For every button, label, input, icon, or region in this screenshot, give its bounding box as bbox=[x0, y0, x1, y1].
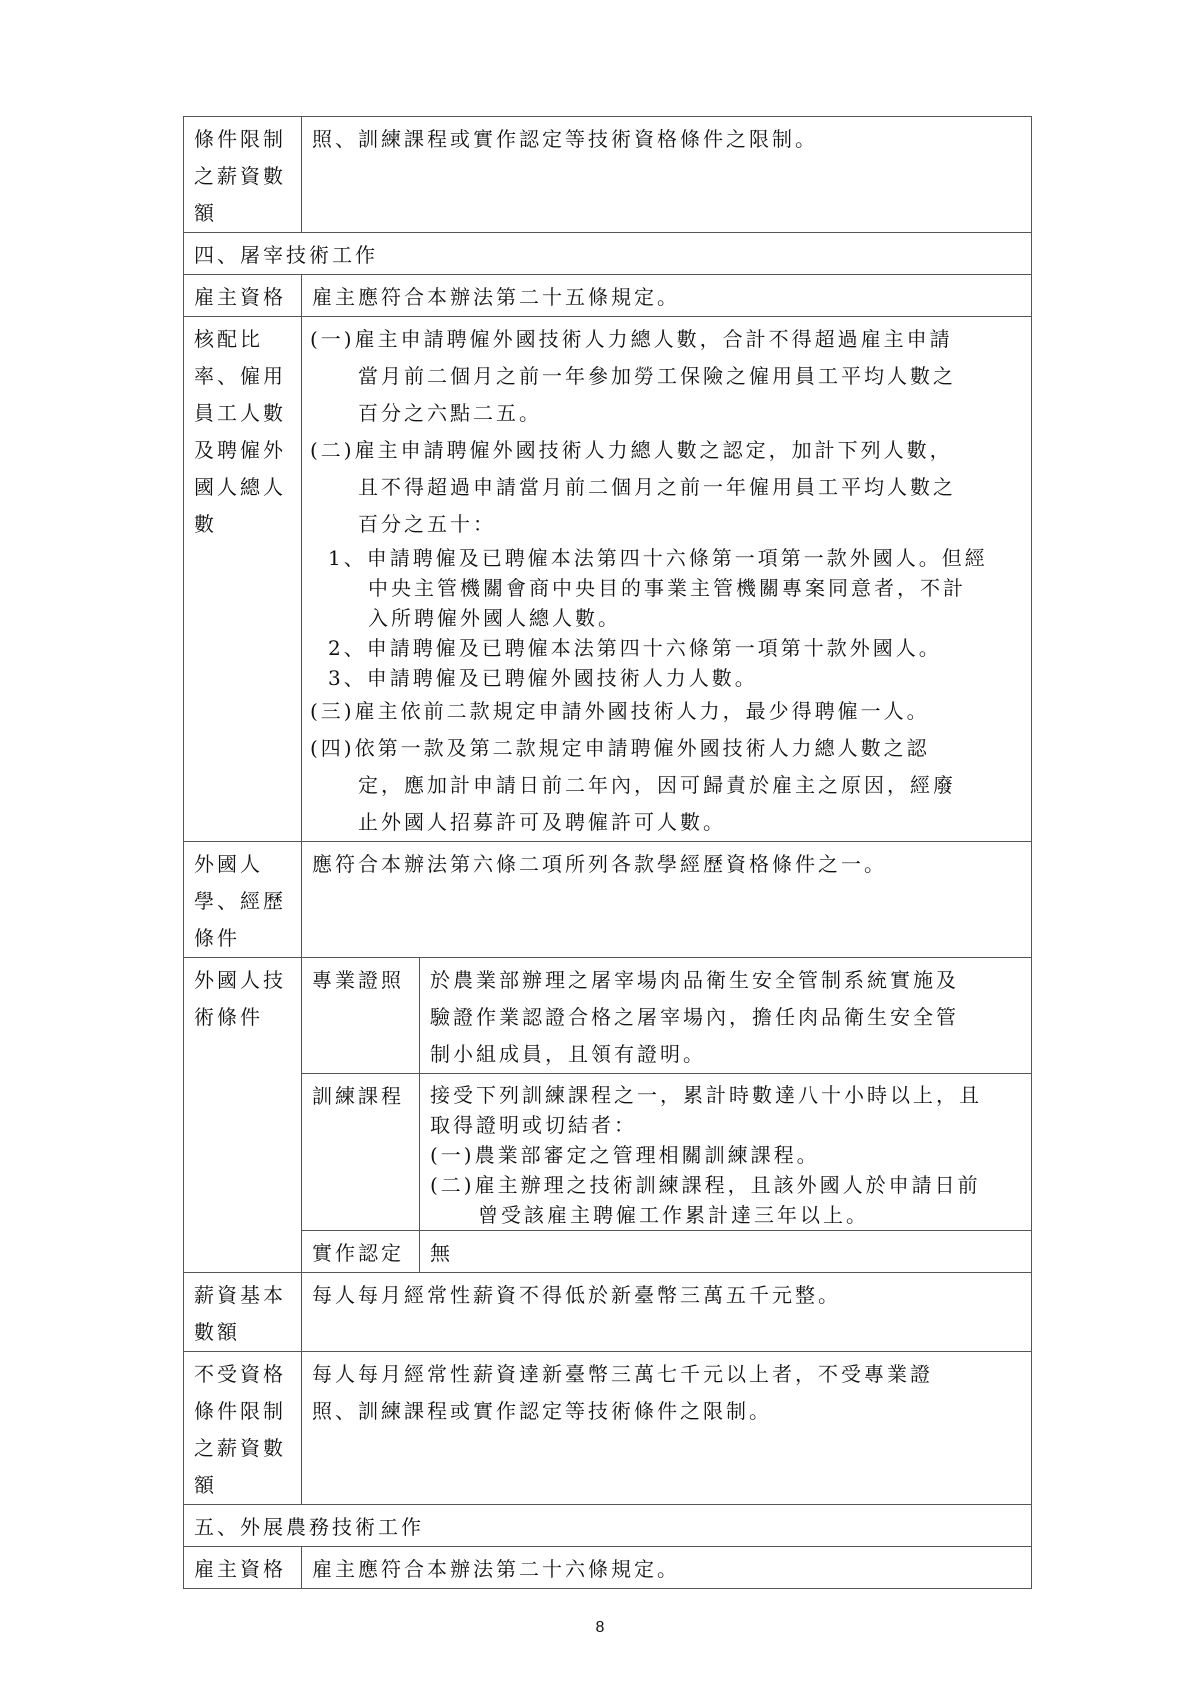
content-line: 當月前二個月之前一年參加勞工保險之僱用員工平均人數之 bbox=[358, 364, 956, 388]
sub-label-training: 訓練課程 bbox=[302, 1074, 420, 1231]
content-line: 照、訓練課程或實作認定等技術條件之限制。 bbox=[312, 1399, 772, 1423]
label-line: 條件限制 bbox=[194, 127, 286, 151]
row-content: 雇主應符合本辦法第二十五條規定。 bbox=[302, 275, 1032, 317]
table-row bbox=[184, 275, 1032, 317]
content-line: (二)雇主申請聘僱外國技術人力總人數之認定，加計下列人數， bbox=[310, 438, 953, 462]
label-line: 條件限制 bbox=[194, 1399, 286, 1423]
sub-label-practice: 實作認定 bbox=[302, 1231, 420, 1273]
label-line: 數額 bbox=[194, 1320, 240, 1344]
content-line: (四)依第一款及第二款規定申請聘僱外國技術人力總人數之認 bbox=[310, 736, 930, 760]
row-content: 應符合本辦法第六條二項所列各款學經歷資格條件之一。 bbox=[302, 842, 1032, 958]
content-line: 3、申請聘僱及已聘僱外國技術人力人數。 bbox=[328, 666, 758, 690]
label-line: 外國人 bbox=[194, 852, 263, 876]
content-line: 2、申請聘僱及已聘僱本法第四十六條第一項第十款外國人。 bbox=[328, 636, 942, 660]
table-row bbox=[184, 958, 1032, 1074]
content-line: 於農業部辦理之屠宰場肉品衛生安全管制系統實施及 bbox=[430, 968, 959, 992]
row-content: 雇主應符合本辦法第二十六條規定。 bbox=[302, 1547, 1032, 1589]
page-number: 8 bbox=[595, 1619, 605, 1636]
content-line: 照、訓練課程或實作認定等技術資格條件之限制。 bbox=[312, 127, 818, 151]
content-line: (二)雇主辦理之技術訓練課程，且該外國人於申請日前 bbox=[430, 1173, 981, 1197]
content-line: 取得證明或切結者： bbox=[430, 1113, 637, 1137]
label-line: 之薪資數 bbox=[194, 164, 286, 188]
content-line: 中央主管機關會商中央目的事業主管機關專案同意者，不計 bbox=[368, 576, 966, 600]
label-line: 額 bbox=[194, 1473, 217, 1497]
row-content bbox=[302, 317, 1032, 842]
content-line: (一)雇主申請聘僱外國技術人力總人數，合計不得超過雇主申請 bbox=[310, 327, 953, 351]
label-line: 學、經歷 bbox=[194, 889, 286, 913]
table-row bbox=[184, 1231, 1032, 1273]
sub-content-training bbox=[420, 1074, 1032, 1231]
table-row bbox=[184, 1273, 1032, 1352]
numbered-items bbox=[310, 543, 1021, 693]
label-line: 及聘僱外 bbox=[194, 438, 286, 462]
row-label: 雇主資格 bbox=[184, 275, 302, 317]
table-row bbox=[184, 1074, 1032, 1231]
section-title: 五、外展農務技術工作 bbox=[184, 1505, 1032, 1547]
content-line: 接受下列訓練課程之一，累計時數達八十小時以上，且 bbox=[430, 1083, 982, 1107]
content-line: 定，應加計申請日前二年內，因可歸責於雇主之原因，經廢 bbox=[358, 773, 956, 797]
row-content bbox=[302, 117, 1032, 233]
label-line: 術條件 bbox=[194, 1005, 263, 1029]
label-line: 國人總人 bbox=[194, 475, 286, 499]
row-label bbox=[184, 1352, 302, 1505]
row-label bbox=[184, 958, 302, 1273]
content-line: 止外國人招募許可及聘僱許可人數。 bbox=[358, 810, 726, 834]
section-header-row bbox=[184, 1505, 1032, 1547]
content-line: 百分之五十： bbox=[358, 512, 496, 536]
label-line: 數 bbox=[194, 512, 217, 536]
label-line: 之薪資數 bbox=[194, 1436, 286, 1460]
row-content: 每人每月經常性薪資不得低於新臺幣三萬五千元整。 bbox=[302, 1273, 1032, 1352]
row-label: 雇主資格 bbox=[184, 1547, 302, 1589]
table-row bbox=[184, 842, 1032, 958]
table-row bbox=[184, 1547, 1032, 1589]
table-row bbox=[184, 1352, 1032, 1505]
label-line: 薪資基本 bbox=[194, 1283, 286, 1307]
sub-content-practice: 無 bbox=[420, 1231, 1032, 1273]
content-line: 1、申請聘僱及已聘僱本法第四十六條第一項第一款外國人。但經 bbox=[328, 546, 988, 570]
row-content bbox=[302, 1352, 1032, 1505]
section-header-row bbox=[184, 233, 1032, 275]
label-line: 率、僱用 bbox=[194, 364, 286, 388]
label-line: 員工人數 bbox=[194, 401, 286, 425]
label-line: 不受資格 bbox=[194, 1362, 286, 1386]
row-label bbox=[184, 842, 302, 958]
row-label bbox=[184, 117, 302, 233]
row-label bbox=[184, 1273, 302, 1352]
content-line: 曾受該雇主聘僱工作累計達三年以上。 bbox=[478, 1203, 869, 1227]
content-line: 入所聘僱外國人總人數。 bbox=[368, 606, 621, 630]
content-line: 每人每月經常性薪資達新臺幣三萬七千元以上者，不受專業證 bbox=[312, 1362, 933, 1386]
label-line: 條件 bbox=[194, 926, 240, 950]
section-title: 四、屠宰技術工作 bbox=[184, 233, 1032, 275]
label-line: 核配比 bbox=[194, 327, 263, 351]
label-line: 額 bbox=[194, 201, 217, 225]
sub-label-license: 專業證照 bbox=[302, 958, 420, 1074]
row-label bbox=[184, 317, 302, 842]
content-line: (三)雇主依前二款規定申請外國技術人力，最少得聘僱一人。 bbox=[310, 699, 930, 723]
table-row bbox=[184, 317, 1032, 842]
content-line: 且不得超過申請當月前二個月之前一年僱用員工平均人數之 bbox=[358, 475, 956, 499]
content-line: (一)農業部審定之管理相關訓練課程。 bbox=[430, 1143, 820, 1167]
content-line: 驗證作業認證合格之屠宰場內，擔任肉品衛生安全管 bbox=[430, 1005, 959, 1029]
content-line: 百分之六點二五。 bbox=[358, 401, 542, 425]
sub-content-license bbox=[420, 958, 1032, 1074]
content-line: 制小組成員，且領有證明。 bbox=[430, 1042, 706, 1066]
table-row bbox=[184, 117, 1032, 233]
label-line: 外國人技 bbox=[194, 968, 286, 992]
regulation-table bbox=[183, 116, 1032, 1589]
